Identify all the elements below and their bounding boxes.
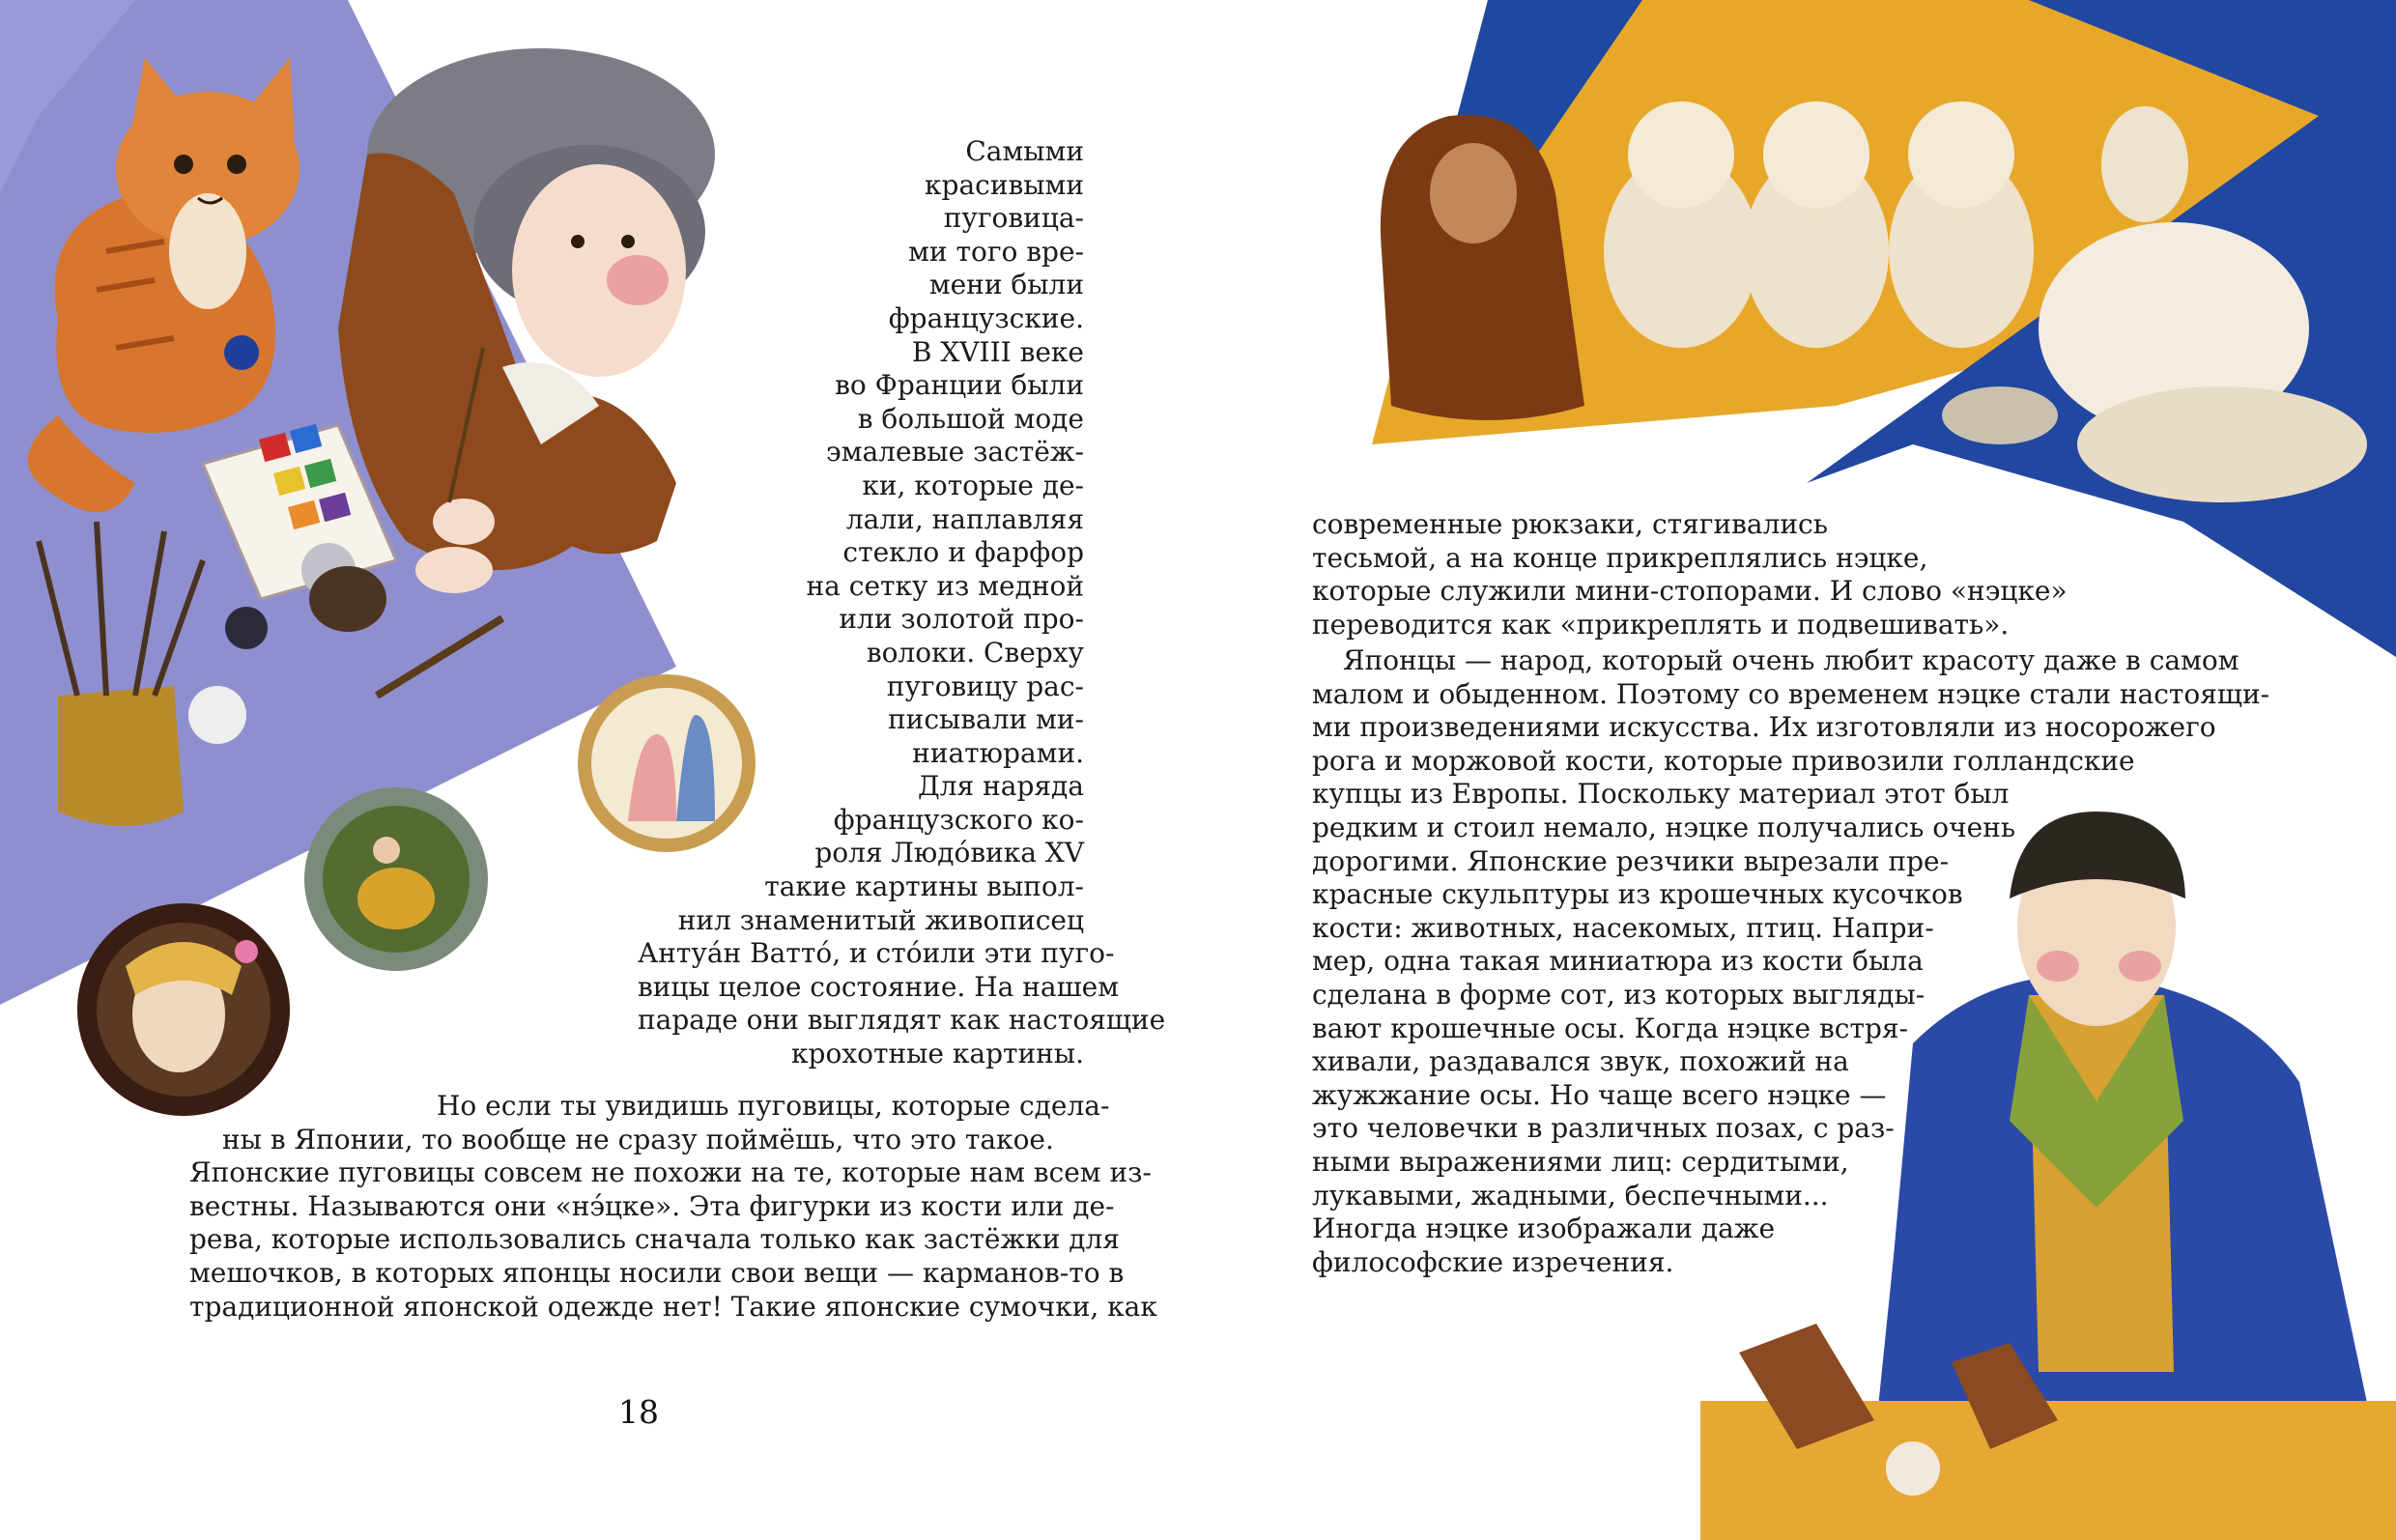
text-line: Японцы — народ, который очень любит красоту даже в самом	[1343, 644, 2239, 676]
text-line: такие картины выпол-	[764, 870, 1084, 903]
text-line: сделана в форме сот, из которых выгляды-	[1312, 978, 1925, 1011]
text-line: ниатюрами.	[912, 736, 1084, 769]
text-line: крохотные картины.	[791, 1038, 1084, 1070]
text-line: Иногда нэцке изображали даже	[1312, 1212, 1776, 1245]
text-line: в большой моде	[857, 402, 1084, 435]
text-line: Антуа́н Ватто́, и сто́или эти пуго-	[638, 937, 1115, 970]
page-number: 18	[618, 1393, 659, 1431]
text-line: писывали ми-	[888, 703, 1084, 736]
text-line: Японские пуговицы совсем не похожи на те, которые нам всем из-	[189, 1156, 1152, 1189]
text-line: роля Людо́вика XV	[814, 837, 1084, 870]
text-line: стекло и фарфор	[842, 536, 1084, 569]
text-line: традиционной японской одежде нет! Такие японские сумочки, как	[189, 1290, 1157, 1323]
text-line: тесьмой, а на конце прикреплялись нэцке,	[1312, 541, 1928, 574]
text-line: это человечки в различных позах, с раз-	[1312, 1112, 1895, 1145]
text-line: ными выражениями лиц: сердитыми,	[1312, 1145, 1849, 1178]
text-line: мени были	[928, 269, 1084, 301]
text-line: мер, одна такая миниатюра из кости была	[1312, 945, 1924, 978]
text-line: лукавыми, жадными, беспечными...	[1312, 1179, 1829, 1212]
text-line: Для наряда	[918, 770, 1084, 803]
left-top-text	[638, 135, 1166, 1071]
netsuke-monkeys	[1604, 101, 2034, 348]
left-bottom-text	[189, 1090, 1157, 1324]
text-line: которые служили мини-стопорами. И слово «нэцке»	[1312, 575, 2068, 608]
text-line: ки, которые де-	[862, 469, 1084, 501]
text-line: Самыми	[965, 135, 1084, 167]
text-line: пуговица-	[943, 202, 1084, 235]
text-line: вестны. Называются они «нэ́цке». Эта фигурки из кости или де-	[189, 1189, 1115, 1222]
text-line: редким и стоил немало, нэцке получались очень	[1312, 811, 2016, 843]
text-line: вают крошечные осы. Когда нэцке встря-	[1312, 1012, 1908, 1044]
text-line: Но если ты увидишь пуговицы, которые сдела-	[437, 1090, 1110, 1122]
text-line: ны в Японии, то вообще не сразу поймёшь, что это такое.	[222, 1123, 1054, 1155]
text-line: или золотой про-	[839, 603, 1084, 636]
text-line: жужжание осы. Но чаще всего нэцке —	[1312, 1078, 1887, 1111]
text-line: дорогими. Японские резчики вырезали пре-	[1312, 844, 1950, 877]
text-line: красные скульптуры из крошечных кусочков	[1312, 878, 1963, 911]
text-line: волоки. Сверху	[866, 636, 1084, 669]
text-line: ми того вре-	[908, 235, 1084, 268]
text-line: вицы целое состояние. На нашем	[638, 970, 1119, 1003]
text-line: красивыми	[925, 168, 1084, 201]
text-line: малом и обыденном. Поэтому со временем нэцке стали настоящи-	[1312, 677, 2270, 710]
text-line: на сетку из медной	[806, 569, 1084, 602]
text-line: кости: животных, насекомых, птиц. Напри-	[1312, 911, 1934, 944]
text-line: параде они выглядят как настоящие	[638, 1004, 1166, 1037]
right-top-text	[1312, 508, 2182, 642]
text-line: философские изречения.	[1312, 1245, 1674, 1278]
text-line: современные рюкзаки, стягивались	[1312, 508, 1828, 540]
text-line: рева, которые использовались сначала только как застёжки для	[189, 1223, 1120, 1256]
text-line: хивали, раздавался звук, похожий на	[1312, 1045, 1849, 1078]
text-line: эмалевые застёж-	[826, 436, 1084, 469]
text-line: ми произведениями искусства. Их изготовляли из носорожего	[1312, 711, 2216, 744]
text-line: во Франции были	[835, 369, 1084, 402]
text-line: французского ко-	[833, 803, 1084, 836]
text-line: рога и моржовой кости, которые привозили голландские	[1312, 744, 2135, 777]
text-line: переводится как «прикреплять и подвешивать».	[1312, 608, 2010, 641]
text-line: мешочков, в которых японцы носили свои вещи — карманов-то в	[189, 1256, 1125, 1289]
text-line: купцы из Европы. Поскольку материал этот был	[1312, 778, 2010, 811]
text-line: французские.	[888, 301, 1084, 334]
text-line: нил знаменитый живописец	[677, 903, 1084, 936]
text-line: пуговицу рас-	[886, 670, 1084, 702]
right-main-text	[1312, 644, 2270, 1279]
text-line: лали, наплавляя	[845, 502, 1084, 535]
text-line: В XVIII веке	[911, 335, 1084, 368]
